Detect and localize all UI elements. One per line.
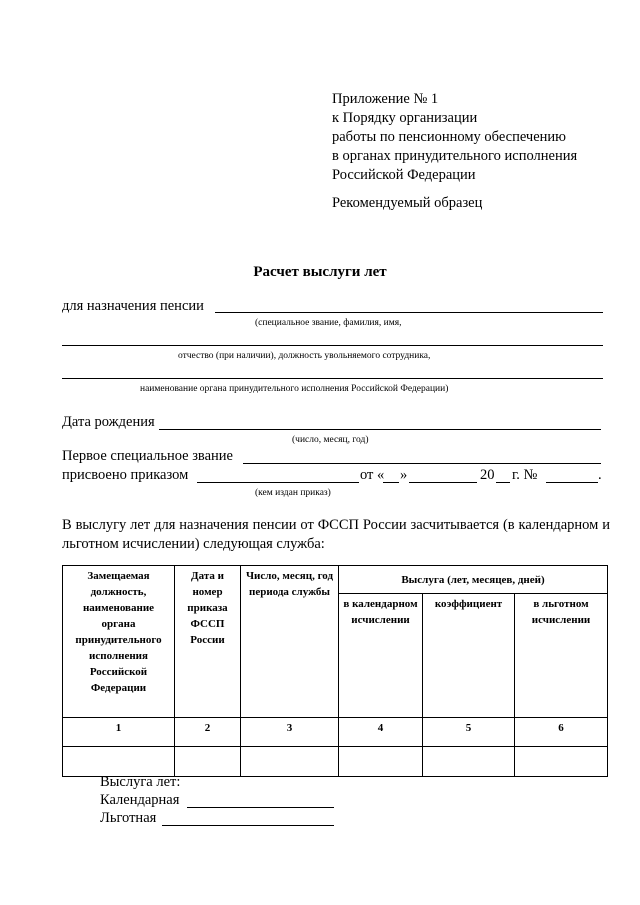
caption-birth-date: (число, месяц, год)	[292, 435, 369, 445]
order-date-close-quote: »	[400, 467, 408, 483]
column-number: 4	[339, 718, 423, 747]
first-rank-field-line[interactable]	[243, 463, 601, 464]
annex-line: Приложение № 1	[332, 91, 439, 107]
table-cell[interactable]	[63, 747, 175, 777]
purpose-label: для назначения пенсии	[62, 298, 204, 314]
column-number: 1	[63, 718, 175, 747]
table-cell[interactable]	[339, 747, 423, 777]
purpose-field-line[interactable]	[215, 312, 603, 313]
annex-line: работы по пенсионному обеспечению	[332, 129, 566, 145]
end-dot: .	[598, 467, 602, 483]
header-preferential: в льготном исчислении	[515, 594, 608, 718]
order-date-from-label: от «	[360, 467, 385, 483]
caption-rank-name: (специальное звание, фамилия, имя,	[255, 318, 402, 328]
table-cell[interactable]	[241, 747, 339, 777]
year-number-label: г. №	[512, 467, 538, 483]
caption-organ: наименование органа принудительного исполнения Российской Федерации)	[140, 384, 449, 394]
patronymic-field-line[interactable]	[62, 345, 603, 346]
header-period: Число, месяц, год периода службы	[241, 566, 339, 718]
header-position: Замещаемая должность, наименование органа принудительного исполнения Российской Федерации	[63, 566, 175, 718]
column-number: 3	[241, 718, 339, 747]
organ-field-line[interactable]	[62, 378, 603, 379]
annex-line: к Порядку организации	[332, 110, 478, 126]
birth-date-field-line[interactable]	[159, 429, 601, 430]
calendar-field-line[interactable]	[187, 807, 334, 808]
service-table	[62, 565, 608, 777]
service-paragraph: В выслугу лет для назначения пенсии от ФССП России засчитывается (в календарном и льготном исчислении) следующая служба:	[62, 517, 610, 552]
caption-patronymic: отчество (при наличии), должность увольняемого сотрудника,	[178, 351, 431, 361]
order-day-field-line[interactable]	[383, 482, 399, 483]
table-cell[interactable]	[175, 747, 241, 777]
caption-issued-by: (кем издан приказ)	[255, 488, 331, 498]
recommended-label: Рекомендуемый образец	[332, 195, 483, 211]
header-calendar: в календарном исчислении	[339, 594, 423, 718]
first-rank-label: Первое специальное звание	[62, 448, 233, 464]
table-cell[interactable]	[515, 747, 608, 777]
column-number: 5	[423, 718, 515, 747]
annex-block	[332, 90, 577, 185]
header-order: Дата и номер приказа ФССП России	[175, 566, 241, 718]
column-number: 6	[515, 718, 608, 747]
year-prefix: 20	[480, 467, 495, 483]
table-row-numbers	[63, 718, 608, 747]
birth-date-label: Дата рождения	[62, 414, 155, 430]
order-year-field-line[interactable]	[496, 482, 510, 483]
annex-line: Российской Федерации	[332, 167, 476, 183]
document-title: Расчет выслуги лет	[253, 264, 387, 280]
order-issuer-field-line[interactable]	[197, 482, 359, 483]
summary-title: Выслуга лет:	[100, 774, 181, 790]
order-number-field-line[interactable]	[546, 482, 598, 483]
preferential-label: Льготная	[100, 810, 157, 826]
preferential-field-line[interactable]	[162, 825, 334, 826]
table-cell[interactable]	[423, 747, 515, 777]
header-service-length: Выслуга (лет, месяцев, дней)	[339, 566, 608, 594]
assigned-by-order-label: присвоено приказом	[62, 467, 189, 483]
column-number: 2	[175, 718, 241, 747]
header-coefficient: коэффициент	[423, 594, 515, 718]
order-month-field-line[interactable]	[409, 482, 477, 483]
calendar-label: Календарная	[100, 792, 180, 808]
annex-line: в органах принудительного исполнения	[332, 148, 578, 164]
table-row-empty	[63, 747, 608, 777]
